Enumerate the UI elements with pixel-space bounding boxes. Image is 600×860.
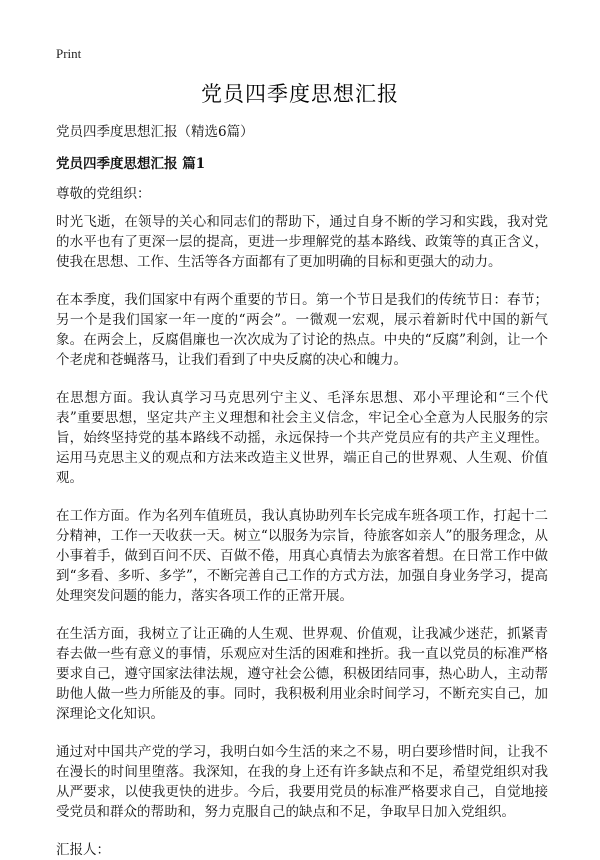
section-heading: 党员四季度思想汇报 篇1 (56, 156, 206, 172)
paragraph-thought: 在思想方面。我认真学习马克思列宁主义、毛泽东思想、邓小平理论和“三个代表”重要思想，坚定共产主义理想和社会主义信念，牢记全心全意为人民服务的宗旨，始终坚持党的基本路线不动摇，永远保持一个共产党员应有的共产主义理性。运用马克思主义的观点和方法来改造主义世界，端正自己的世界观、人生观、价值观。 (56, 390, 548, 486)
signature-line: 汇报人： (56, 842, 110, 858)
document-body (56, 212, 548, 860)
document-subtitle: 党员四季度思想汇报（精选6篇） (56, 124, 254, 140)
greeting: 尊敬的党组织： (56, 186, 151, 202)
paragraph-intro: 时光飞逝，在领导的关心和同志们的帮助下，通过自身不断的学习和实践，我对党的水平也有了更深一层的提高，更进一步理解党的基本路线、政策等的真正含义，使我在思想、工作、生活等各方面都有了更加明确的目标和更强大的动力。 (56, 214, 548, 270)
paragraph-conclusion: 通过对中国共产党的学习，我明白如今生活的来之不易，明白要珍惜时间，让我不在漫长的时间里堕落。我深知，在我的身上还有许多缺点和不足，希望党组织对我从严要求，以使我更快的进步。今后，我要用党员的标准严格要求自己，自觉地接受党员和群众的帮助和，努力克服自己的缺点和不足，争取早日加入党组织。 (56, 744, 548, 820)
document-title: 党员四季度思想汇报 (201, 82, 399, 106)
paragraph-life: 在生活方面，我树立了让正确的人生观、世界观、价值观，让我减少迷茫，抓紧青春去做一些有意义的事情，乐观应对生活的困难和挫折。我一直以党员的标准严格要求自己，遵守国家法律法规，遵守社会公德，积极团结同事，热心助人，主动帮助他人做一些力所能及的事。同时，我积极利用业余时间学习，不断充实自己，加深理论文化知识。 (56, 626, 548, 722)
print-link[interactable]: Print (56, 46, 82, 61)
paragraph-quarter: 在本季度，我们国家中有两个重要的节日。第一个节日是我们的传统节日：春节；另一个是我们国家一年一度的“两会”。一微观一宏观，展示着新时代中国的新气象。在两会上，反腐倡廉也一次次成为了讨论的热点。中央的“反腐”利剑，让一个个老虎和苍蝇落马，让我们看到了中央反腐的决心和魄力。 (56, 292, 548, 368)
paragraph-work: 在工作方面。作为名列车值班员，我认真协助列车长完成车班各项工作，打起十二分精神，工作一天收获一天。树立“以服务为宗旨，待旅客如亲人”的服务理念，从小事着手，做到百问不厌、百做不倦，用真心真情去为旅客着想。在日常工作中做到“多看、多听、多学”，不断完善自己工作的方式方法，加强自身业务学习，提高处理突发问题的能力，落实各项工作的正常开展。 (56, 508, 548, 604)
